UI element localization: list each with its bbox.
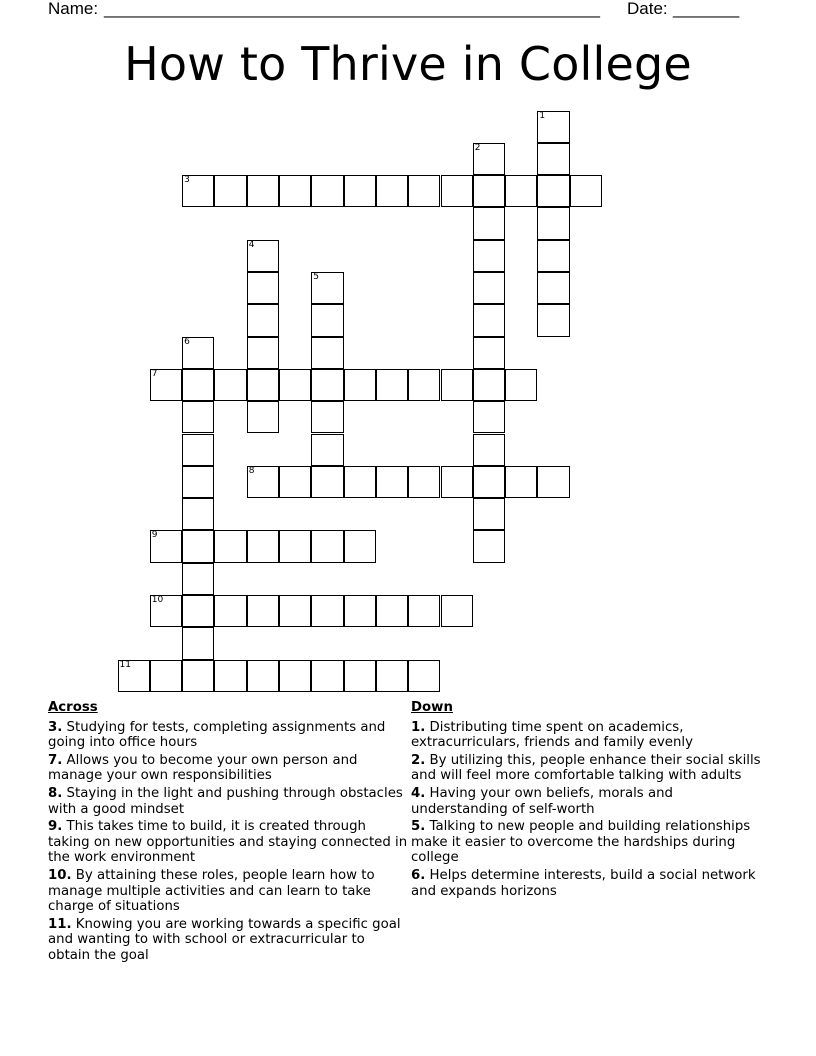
grid-cell[interactable]: [570, 175, 602, 207]
clue-item-number: 6.: [411, 867, 426, 883]
grid-cell[interactable]: [408, 175, 440, 207]
grid-cell[interactable]: [214, 369, 246, 401]
grid-cell[interactable]: [182, 466, 214, 498]
clue-number: 5: [313, 272, 320, 282]
grid-cell[interactable]: [311, 595, 343, 627]
grid-cell[interactable]: [182, 660, 214, 692]
grid-cell[interactable]: [247, 595, 279, 627]
grid-cell[interactable]: [214, 175, 246, 207]
grid-cell[interactable]: [473, 143, 505, 175]
grid-cell[interactable]: [279, 530, 311, 562]
puzzle-title: How to Thrive in College: [124, 37, 692, 91]
grid-cell[interactable]: [279, 660, 311, 692]
clue-item: [48, 868, 410, 915]
grid-cell[interactable]: [344, 175, 376, 207]
grid-cell[interactable]: [537, 304, 569, 336]
down-clues: [411, 700, 773, 901]
grid-cell[interactable]: [182, 530, 214, 562]
grid-cell[interactable]: [505, 175, 537, 207]
grid-cell[interactable]: [247, 369, 279, 401]
grid-cell[interactable]: [311, 272, 343, 304]
grid-cell[interactable]: [118, 660, 150, 692]
grid-cell[interactable]: [182, 627, 214, 659]
grid-cell[interactable]: [150, 369, 182, 401]
grid-cell[interactable]: [441, 595, 473, 627]
grid-cell[interactable]: [376, 175, 408, 207]
grid-cell[interactable]: [150, 660, 182, 692]
clue-item-number: 3.: [48, 719, 63, 735]
grid-cell[interactable]: [537, 272, 569, 304]
grid-cell[interactable]: [473, 401, 505, 433]
clue-number: 8: [248, 465, 255, 476]
clue-item: [411, 786, 773, 817]
grid-cell[interactable]: [473, 175, 505, 207]
clue-item-text: Studying for tests, completing assignments and going into office hours: [48, 719, 386, 751]
clue-item: [48, 917, 410, 964]
clue-item-text: Having your own beliefs, morals and understanding of self-worth: [411, 785, 673, 817]
grid-cell[interactable]: [505, 369, 537, 401]
grid-cell[interactable]: [311, 660, 343, 692]
grid-cell[interactable]: [537, 240, 569, 272]
grid-cell[interactable]: [182, 563, 214, 595]
grid-cell[interactable]: [182, 337, 214, 369]
grid-cell[interactable]: [473, 207, 505, 239]
clue-item: [48, 819, 410, 866]
grid-cell[interactable]: [376, 369, 408, 401]
clue-item-number: 11.: [48, 916, 72, 932]
across-heading: Across: [48, 700, 98, 715]
grid-cell[interactable]: [408, 595, 440, 627]
clue-item: [411, 868, 773, 899]
name-label: Name:: [48, 0, 99, 18]
across-clue-list: [48, 720, 410, 964]
grid-cell[interactable]: [182, 595, 214, 627]
grid-cell[interactable]: [311, 175, 343, 207]
grid-cell[interactable]: [247, 466, 279, 498]
grid-cell[interactable]: [247, 272, 279, 304]
grid-cell[interactable]: [311, 304, 343, 336]
grid-cell[interactable]: [247, 240, 279, 272]
clue-number: 2: [474, 142, 481, 153]
grid-cell[interactable]: [247, 401, 279, 433]
clue-item-text: Distributing time spent on academics, extracurriculars, friends and family evenly: [411, 719, 693, 751]
name-line[interactable]: _____________________________________________________: [104, 0, 600, 18]
grid-cell[interactable]: [182, 401, 214, 433]
grid-cell[interactable]: [473, 369, 505, 401]
clue-item-number: 9.: [48, 819, 63, 835]
clue-item-number: 10.: [48, 867, 72, 883]
clue-item-text: Staying in the light and pushing through obstacles with a good mindset: [48, 785, 403, 817]
grid-cell[interactable]: [344, 466, 376, 498]
clue-item-number: 8.: [48, 785, 63, 801]
grid-cell[interactable]: [441, 175, 473, 207]
clue-item: [411, 720, 773, 751]
grid-cell[interactable]: [344, 660, 376, 692]
clue-number: 4: [248, 239, 255, 250]
clue-item-number: 5.: [411, 819, 426, 835]
clue-item: [48, 720, 410, 751]
clue-item: [48, 786, 410, 817]
clue-item: [48, 753, 410, 784]
grid-cell[interactable]: [537, 175, 569, 207]
grid-cell[interactable]: [150, 595, 182, 627]
grid-cell[interactable]: [214, 595, 246, 627]
grid-cell[interactable]: [214, 530, 246, 562]
clue-item-number: 7.: [48, 752, 63, 768]
grid-cell[interactable]: [473, 337, 505, 369]
clue-number: 7: [151, 368, 158, 379]
grid-cell[interactable]: [279, 369, 311, 401]
grid-cell[interactable]: [311, 530, 343, 562]
grid-cell[interactable]: [311, 401, 343, 433]
grid-cell[interactable]: [344, 369, 376, 401]
clue-item-text: By attaining these roles, people learn how to manage multiple activities and can learn to take charge of situations: [48, 867, 375, 915]
clue-item-number: 2.: [411, 752, 426, 768]
grid-cell[interactable]: [279, 175, 311, 207]
grid-cell[interactable]: [279, 466, 311, 498]
grid-cell[interactable]: [537, 466, 569, 498]
grid-cell[interactable]: [311, 337, 343, 369]
grid-cell[interactable]: [150, 530, 182, 562]
grid-cell[interactable]: [182, 434, 214, 466]
grid-cell[interactable]: [247, 337, 279, 369]
across-clues: [48, 700, 410, 966]
date-line[interactable]: _______: [673, 0, 740, 18]
grid-cell[interactable]: [376, 660, 408, 692]
grid-cell[interactable]: [182, 369, 214, 401]
grid-cell[interactable]: [473, 530, 505, 562]
grid-cell[interactable]: [247, 530, 279, 562]
grid-cell[interactable]: [279, 595, 311, 627]
grid-cell[interactable]: [311, 434, 343, 466]
grid-cell[interactable]: [473, 498, 505, 530]
clue-number: 10: [151, 595, 164, 605]
grid-cell[interactable]: [473, 240, 505, 272]
grid-cell[interactable]: [311, 466, 343, 498]
grid-cell[interactable]: [441, 466, 473, 498]
clue-number: 3: [184, 175, 190, 186]
grid-cell[interactable]: [537, 207, 569, 239]
clue-item-text: Knowing you are working towards a specific goal and wanting to with school or extracurricular to obtain the goal: [48, 916, 401, 963]
date-label: Date:: [627, 0, 668, 18]
grid-cell[interactable]: [247, 175, 279, 207]
clue-item-text: Talking to new people and building relationships make it easier to overcome the hardships during college: [411, 819, 751, 866]
grid-cell[interactable]: [344, 595, 376, 627]
grid-cell[interactable]: [408, 466, 440, 498]
grid-cell[interactable]: [441, 369, 473, 401]
clue-item-text: Helps determine interests, build a social network and expands horizons: [411, 867, 756, 899]
clue-item: [411, 819, 773, 866]
clue-item-text: Allows you to become your own person and manage your own responsibilities: [48, 752, 358, 784]
clue-item-text: By utilizing this, people enhance their social skills and will feel more comfortable talking with adults: [411, 752, 761, 784]
worksheet-header: [0, 0, 816, 22]
clue-item-number: 4.: [411, 785, 426, 801]
grid-cell[interactable]: [408, 369, 440, 401]
grid-cell[interactable]: [344, 530, 376, 562]
grid-cell[interactable]: [408, 660, 440, 692]
clue-number: 6: [184, 336, 190, 347]
grid-cell[interactable]: [537, 111, 569, 143]
clue-item-number: 1.: [411, 719, 426, 735]
grid-cell[interactable]: [247, 660, 279, 692]
grid-cell[interactable]: [247, 304, 279, 336]
clue-item: [411, 753, 773, 784]
clue-item-text: This takes time to build, it is created through taking on new opportunities and staying connected in the work environment: [48, 819, 408, 866]
grid-cell[interactable]: [376, 466, 408, 498]
grid-cell[interactable]: [376, 595, 408, 627]
grid-cell[interactable]: [473, 272, 505, 304]
grid-cell[interactable]: [182, 175, 214, 207]
clue-number: 1: [539, 110, 546, 121]
grid-cell[interactable]: [182, 498, 214, 530]
grid-cell[interactable]: [311, 369, 343, 401]
grid-cell[interactable]: [473, 434, 505, 466]
grid-cell[interactable]: [537, 143, 569, 175]
down-heading: Down: [411, 700, 453, 715]
clue-number: 11: [119, 659, 131, 670]
down-clue-list: [411, 720, 773, 900]
grid-cell[interactable]: [214, 660, 246, 692]
grid-cell[interactable]: [505, 466, 537, 498]
grid-cell[interactable]: [473, 466, 505, 498]
clue-number: 9: [151, 530, 158, 541]
grid-cell[interactable]: [473, 304, 505, 336]
